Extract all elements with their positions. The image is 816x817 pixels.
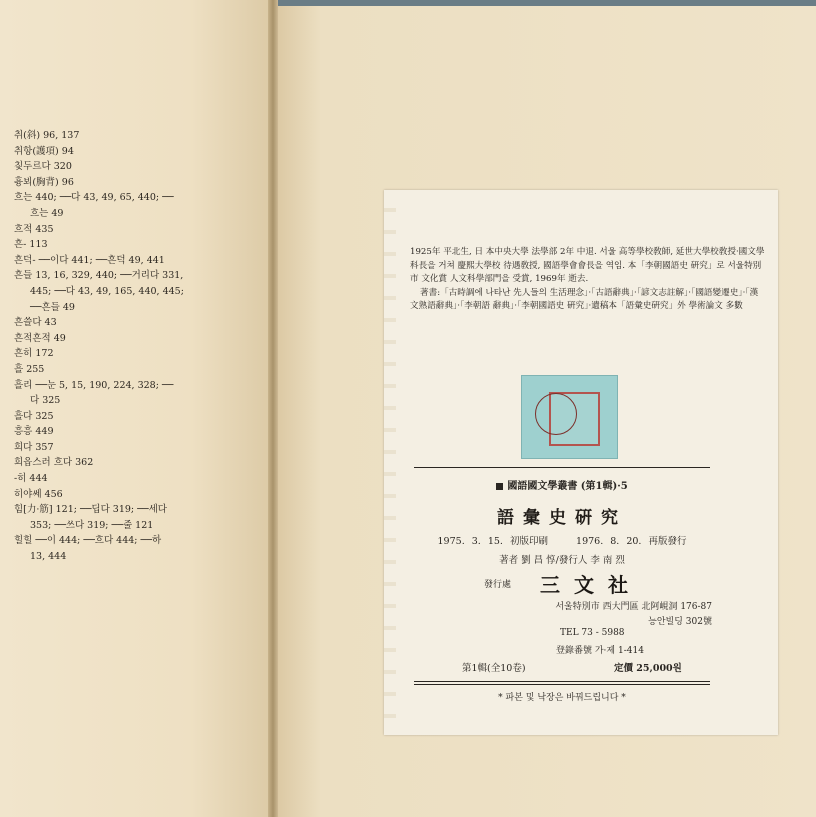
telephone: TEL 73 - 5988 (560, 628, 625, 638)
index-entry: 흔덕- ──이다 441; ──흔덕 49, 441 (14, 254, 165, 266)
index-entry: 흐는 49 (30, 207, 64, 219)
address-line-1: 서울特別市 西大門區 北阿峴洞 176-87 (555, 602, 712, 612)
index-entry: 445; ──다 43, 49, 165, 440, 445; (30, 285, 184, 297)
square-bullet-icon (496, 483, 503, 490)
price: 定價 25,000원 (614, 663, 682, 674)
index-entry: 13, 444 (30, 551, 67, 563)
index-entry: 취항(護項) 94 (14, 145, 74, 157)
publisher-name: 三文社 (540, 573, 642, 597)
print-date: 1975. 3. 15. 初版印刷 (437, 536, 548, 547)
index-entry: 흐는 440; ──다 43, 49, 65, 440; ── (14, 192, 174, 204)
volume-info: 第1輯(全10卷) (462, 663, 526, 674)
series-title (414, 477, 710, 492)
index-entry: 희다 357 (14, 441, 54, 453)
author-biography (410, 246, 766, 314)
publication-dates (414, 533, 710, 547)
index-entry: 흔들 13, 16, 329, 440; ──거리다 331, (14, 270, 184, 282)
divider-bottom (414, 681, 710, 682)
publisher-label: 發行處 (484, 580, 512, 590)
cover-edge (278, 0, 816, 6)
publisher-address (502, 600, 712, 630)
index-entry: 흘다 325 (14, 410, 54, 422)
index-entry: ──흔들 49 (30, 301, 75, 313)
index-entry: 흔히 172 (14, 348, 54, 360)
index-entry: 희읍스러 흐다 362 (14, 457, 94, 469)
index-entry: 흔적흔적 49 (14, 332, 66, 344)
divider-top (414, 467, 710, 468)
bibliography-text: 著書:「古時調에 나타난 先人들의 生活理念」·「古語辭典」·「諺文志註解」·「國語變遷史」·「漢文熟語辭典」·「李朝語 辭典」·「李朝國語史 硏究」·遺稿本「語彙史硏究」外 學術論文 多數 (410, 287, 759, 312)
index-entry: 히야쎄 456 (14, 488, 63, 500)
index-entry: 353; ──쓰다 319; ──줄 121 (30, 519, 154, 531)
index-entry: 다 325 (30, 395, 61, 407)
index-entry: -히 444 (14, 473, 48, 485)
book-title: 語彙史硏究 (497, 508, 627, 528)
series-label: 國語國文學叢書 (第1輯)·5 (507, 481, 628, 492)
index-entry: 흘리 ──눈 5, 15, 190, 224, 328; ── (14, 379, 174, 391)
bio-text: 1925年 平北生, 日 本中央大學 法學部 2年 中退. 서울 高等學校敎師, 延世大學校敎授·國文學科長을 거쳐 慶熙大學校 待遇敎授, 國語學會會長을 역임. 本「李朝國語史 硏究」로 서울特別市 文化賞 人文科學部門을 受賞, 1969年 逝去. (410, 247, 765, 285)
index-entry: 흉뵈(胸背) 96 (14, 176, 74, 188)
seal-icon (535, 393, 577, 435)
index-entry: 흔쓸다 43 (14, 317, 57, 329)
registration-number: 登錄番號 가·제 1-414 (556, 646, 644, 656)
defect-notice: * 파본 및 낙장은 바꿔드립니다 * (498, 693, 626, 703)
index-entry: 취(斜) 96, 137 (14, 130, 80, 141)
index-entry: 힐힐 ──이 444; ──흐다 444; ──하 (14, 535, 162, 547)
index-list (14, 128, 259, 565)
publish-date: 1976. 8. 20. 再版發行 (576, 536, 687, 547)
address-line-2: 능안빌딩 302號 (648, 617, 712, 627)
index-entry: 흘 255 (14, 363, 45, 375)
index-entry: 칮두르다 320 (14, 161, 72, 173)
author-publisher: 著者 劉 昌 惇/發行人 李 南 烈 (499, 555, 625, 566)
index-entry: 흔- 113 (14, 239, 48, 251)
index-entry: 흥흥 449 (14, 426, 54, 438)
index-entry: 힘[力·筋] 121; ──딥다 319; ──세다 (14, 504, 167, 516)
divider-bottom-double (414, 684, 710, 685)
index-entry: 흐적 435 (14, 223, 54, 235)
book-gutter (268, 0, 278, 817)
left-page (0, 0, 272, 817)
slip-torn-edge (384, 190, 396, 735)
